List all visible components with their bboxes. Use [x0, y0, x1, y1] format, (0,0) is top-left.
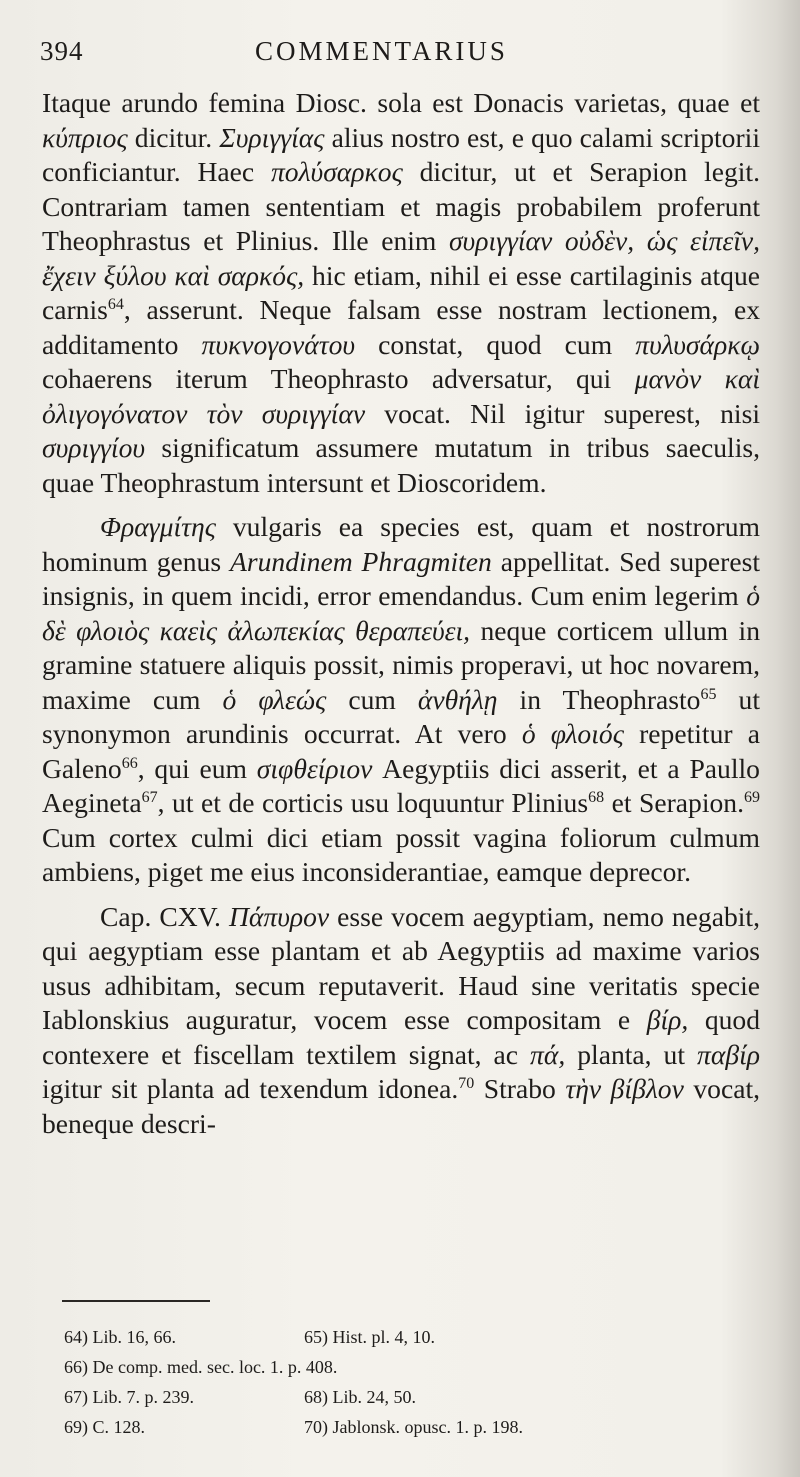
footnote-68: 68) Lib. 24, 50. [304, 1387, 416, 1407]
greek-quotation: ὁ δὲ φλοιὸς καεὶς ἀλωπεκίας θεραπεύει, [42, 580, 760, 646]
footnotes [64, 1322, 624, 1442]
text-run: significatum assumere mutatum in tribus saeculis, quae Theophrastum intersunt et Dioscoridem. [42, 432, 760, 498]
greek-term: ὁ φλεώς [222, 683, 327, 715]
page-header [40, 36, 740, 72]
footnote-64: 64) Lib. 16, 66. [64, 1327, 176, 1347]
text-run: appellitat. Sed superest insignis, in quem incidi, error emendandus. Cum enim legerim [42, 545, 761, 611]
greek-term: Συριγγίας [219, 121, 325, 153]
chapter-label: Cap. CXV. [100, 900, 229, 932]
text-run: repetitur a Galeno [42, 718, 760, 784]
text-run: Cum cortex culmi dici etiam possit vagina foliorum culmum ambiens, piget me eius inconsiderantiae, eamque deprecor. [42, 821, 760, 887]
greek-term: βίρ, [646, 1004, 689, 1035]
footnote-67: 67) Lib. 7. p. 239. [64, 1387, 194, 1407]
greek-term: ὁ φλοιός [521, 718, 624, 749]
greek-quotation: μανὸν καὶ ὀλιγογόνατον τὸν συριγγίαν [42, 363, 761, 429]
footnote-ref: 69 [744, 789, 761, 806]
text-run: hic etiam, nihil ei esse cartilaginis atque carnis [42, 259, 760, 325]
text-run: ut synonymon arundinis occurrat. At vero [42, 683, 760, 749]
footnote-66: 66) De comp. med. sec. loc. 1. p. 408. [64, 1357, 338, 1377]
text-run: , ut et de corticis usu loquuntur Plinius [157, 787, 589, 818]
greek-term: πυλυσάρκῳ [635, 328, 760, 360]
text-run: vocat. Nil igitur superest, nisi [365, 397, 760, 429]
footnote-row [64, 1412, 624, 1442]
paragraph-2 [42, 510, 760, 890]
footnote-ref: 65 [700, 685, 717, 703]
greek-quotation: συριγγίαν οὐδὲν, ὡς εἰπεῖν, ἔχειν ξύλου καὶ σαρκός, [42, 225, 761, 291]
latin-term: Arundinem Phragmiten [230, 545, 492, 577]
text-run: quod contexere et fiscellam textilem signat, ac [42, 1004, 761, 1070]
text-run: Aegyptiis dici asserit, et a Paullo Aegineta [42, 752, 760, 818]
greek-term: συριγγίου [42, 432, 146, 463]
text-run: , qui eum [137, 752, 257, 784]
body-text [42, 86, 760, 1141]
greek-term: τὴν βίβλον [565, 1073, 684, 1104]
greek-term: Πάπυρον [228, 900, 330, 932]
footnote-65: 65) Hist. pl. 4, 10. [304, 1327, 436, 1347]
footnote-69: 69) C. 128. [64, 1417, 145, 1437]
footnote-rule [62, 1300, 210, 1302]
paragraph-3 [42, 900, 760, 1142]
text-run: esse vocem aegyptiam, nemo negabit, qui aegyptiam esse plantam et ab Aegyptiis ad maxime varios usus adhibitam, secum reputaverit. Haud sine veritatis specie Iablonskius auguratur, vocem esse compositam e [42, 900, 760, 1035]
greek-term: σιφθείριον [256, 752, 373, 784]
greek-term: ἀνθήλῃ [417, 683, 498, 715]
footnote-ref: 66 [121, 754, 138, 772]
text-run: dicitur. [127, 121, 220, 153]
footnote-ref: 70 [458, 1075, 475, 1092]
footnote-ref: 64 [107, 296, 124, 313]
text-run: planta, ut [565, 1038, 698, 1070]
greek-term: πυκνογονάτου [201, 328, 356, 360]
greek-term: Φραγμίτης [100, 511, 216, 542]
text-run: cohaerens iterum Theophrasto adversatur, qui [42, 363, 635, 394]
footnote-ref: 68 [588, 789, 605, 806]
text-run: in Theophrasto [497, 683, 701, 715]
text-run: vocat, beneque descri- [42, 1073, 761, 1139]
text-run: et Serapion. [604, 787, 745, 818]
footnote-ref: 67 [141, 789, 158, 806]
footnote-row [64, 1352, 624, 1382]
text-run: vulgaris ea species est, quam et nostrorum hominum genus [42, 511, 760, 577]
footnote-row [64, 1382, 624, 1412]
text-run: neque corticem ullum in gramine statuere aliquis possit, nimis properavi, ut hoc novarem, maxime cum [42, 614, 760, 715]
text-run: cum [326, 683, 418, 715]
greek-term: πά, [530, 1038, 566, 1070]
text-run: alius nostro est, e quo calami scriptorii conficiantur. Haec [42, 121, 761, 187]
greek-term: παβίρ [697, 1038, 760, 1070]
text-run: , asserunt. Neque falsam esse nostram lectionem, ex additamento [42, 294, 760, 360]
paragraph-1 [42, 86, 760, 500]
footnote-70: 70) Jablonsk. opusc. 1. p. 198. [304, 1417, 523, 1437]
running-head: COMMENTARIUS [255, 36, 508, 66]
text-run: constat, quod cum [355, 328, 636, 360]
page-number: 394 [40, 36, 84, 66]
greek-term: πολύσαρκος [270, 156, 403, 187]
footnote-row [64, 1322, 624, 1352]
text-run: dicitur, ut et Serapion legit. Contrariam tamen sententiam et magis probabilem proferunt Theophrastus et Plinius. Ille enim [42, 156, 760, 256]
text-run: igitur sit planta ad texendum idonea. [42, 1073, 459, 1104]
text-run: Strabo [474, 1073, 566, 1104]
text-run: Itaque arundo femina Diosc. sola est Donacis varietas, quae et [42, 87, 760, 118]
greek-term: κύπριος [42, 121, 128, 153]
